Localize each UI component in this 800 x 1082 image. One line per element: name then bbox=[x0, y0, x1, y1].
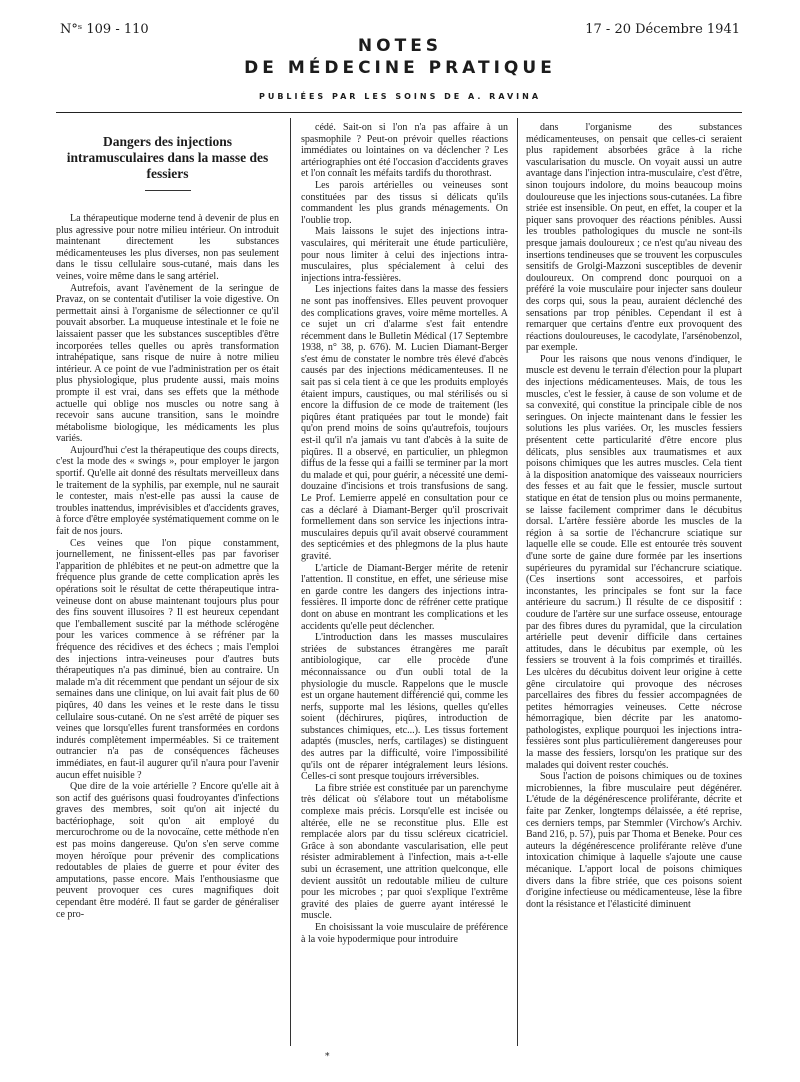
paragraph: cédé. Sait-on si l'on n'a pas affaire à un spasmophile ? Peut-on prévoir quelles réactions immédiates ou lointaines on va déclencher ? Les artériographies ont été l'occasion d'accidents graves et l'on connaît les méfaits tardifs du thorothrast. bbox=[301, 122, 508, 180]
paragraph: Mais laissons le sujet des injections intra-vasculaires, qui mériterait une étude particulière, pour nous limiter à celui des injections intra-musculaires, plus spécialement à celui des injections intra-fessières. bbox=[301, 226, 508, 284]
title-rule bbox=[145, 190, 191, 191]
column-divider-1 bbox=[290, 118, 291, 1046]
text-column-3 bbox=[526, 122, 742, 1050]
footer-mark: * bbox=[325, 1052, 330, 1062]
paragraph: La thérapeutique moderne tend à devenir de plus en plus agressive pour notre milieu intérieur. On introduit maintenant directement les substances médicamenteuses les plus diverses, non pas seulement dans le tissu cellulaire sous-cutané, mais dans les veines, voire même dans le sang artériel. bbox=[56, 213, 279, 282]
paragraph: L'introduction dans les masses musculaires striées de substances étrangères me paraît antibiologique, car elle procède d'une méconnaissance ou d'un oubli total de la physiologie du muscle. Rappelons que le muscle est un organe hautement différencié qui, comme les nerfs, supporte mal les lésions, quelles qu'elles soient (déchirures, piqûres, introduction de substances chimiques, etc...). Les tissus fortement adaptés (muscles, nerfs, cartilages) se distinguent des autres par la difficulté, voire l'impossibilité qu'ils ont de réparer intégralement leurs lésions. Celles-ci sont presque toujours irréversibles. bbox=[301, 632, 508, 783]
journal-subtitle: PUBLIÉES PAR LES SOINS DE A. RAVINA bbox=[258, 92, 542, 101]
paragraph: Aujourd'hui c'est la thérapeutique des coups directs, c'est la mode des « swings », pour employer le jargon sportif. Qu'elle ait donné des résultats merveilleux dans le traitement de la syphilis, par exemple, nul ne saurait le contester, mais n'est-elle pas aussi la cause de troubles inattendus, imprévisibles et d'accidents graves, à force d'être employée systématiquement comme on le fait de nos jours. bbox=[56, 444, 279, 538]
paragraph: Que dire de la voie artérielle ? Encore qu'elle ait à son actif des guérisons quasi foudroyantes d'infections graves des membres, soit qu'on ait injecté du bactériophage, soit qu'on ait employé du mercurochrome ou de la novocaïne, cette méthode n'en est pas moins dangereuse. Qu'on s'en serve comme moyen héroïque pour prévenir des complications redoutables de plaies de guerre et pour éviter des amputations, passe encore. Mais l'enthousiasme que peuvent provoquer ces cures magnifiques doit cependant être modéré. Il faut se garder de généraliser ce pro- bbox=[56, 781, 279, 920]
column-divider-2 bbox=[517, 118, 518, 1046]
paragraph: L'article de Diamant-Berger mérite de retenir l'attention. Il constitue, en effet, une sérieuse mise en garde contre les dangers des injections intra-fessières. Il importe donc de réfréner cette pratique dont on abuse en montrant les complications et les accidents qu'elle peut déclencher. bbox=[301, 562, 508, 632]
paragraph: Ces veines que l'on pique constamment, journellement, ne finissent-elles pas par favoriser l'apparition de phlébites et ne peut-on admettre que la fréquence plus grande de cette complication après les opérations soit le résultat de cette thérapeutique intra-veineuse dont on abuse maintenant toujours plus pour des fins souvent illusoires ? Il est heureux cependant que l'emballement suscité par la méthode sclérogène pour les varices commence à se réfréner par la fréquence des récidives et des échecs ; mais l'emploi des injections intra-veineuses pour d'autres buts thérapeutiques n'a pas diminué, bien au contraire. Un malade m'a dit récemment que pendant un séjour de six semaines dans une clinique, on lui avait fait plus de 60 piqûres, 40 dans les veines et le reste dans le tissu cellulaire sous-cutané. On ne s'est arrêté de piquer ses veines que lorsqu'elles furent transformées en cordons indurés complètement imperméables. Si ce traitement outrancier n'a pas de conséquences fâcheuses immédiates, en faut-il augurer qu'il n'aura pour l'avenir aucun effet nuisible ? bbox=[56, 537, 279, 781]
text-column-1 bbox=[56, 122, 279, 1050]
article-title: Dangers des injections intramusculaires dans la masse des fessiers bbox=[66, 134, 269, 181]
text-column-2 bbox=[301, 122, 508, 1050]
paragraph: Pour les raisons que nous venons d'indiquer, le muscle est devenu le terrain d'élection pour la plupart des injections médicamenteuses. Mais, de tous les muscles, c'est le fessier, à cause de son volume et de sa convexité, qui constitue la principale cible de nos seringues. On injecte maintenant dans le fessier les solutions les plus variées. Or, les muscles fessiers présentent cette particularité d'être encore plus délicats, plus sensibles aux traumatismes et aux poisons chimiques que les autres muscles. Cela tient à la disposition anatomique des vaisseaux nourriciers des fesses et au fait que le fessier, muscle surtout statique en état de tension plus ou moins permanente, se laisse facilement comprimer dans le décubitus dorsal. L'artère fessière aborde les muscles de la région à sa sortie de l'échancrure sciatique sur laquelle elle se coude. Elle est entourée très souvent d'une sorte de gaine dure formée par les insertions supérieures du pyramidal sur l'échancrure sciatique. (Ces insertions sont accessoires, et parfois inconstantes, les principales se font sur la face antérieure du sacrum.) Il résulte de ce dispositif : coudure de l'artère sur une surface osseuse, entourage par des fibres dures du pyramidal, que la circulation artérielle peut devenir difficile dans certaines attitudes, dans le décubitus par exemple, où les fessiers se trouvent à la fois comprimés et tiraillés. Les ulcères du décubitus doivent leur origine à cette gêne circulatoire qui provoque des nécroses parcellaires des fibres du fessier accompagnées de petites hémorragies veineuses. Cette nécrose hémorragique, bien décrite par les anatomo-pathologistes, explique pourquoi les injections intra-fessières sont plus particulièrement dangereuses pour la masse des fessiers, lorsqu'on les pratique sur des malades qui doivent rester couchés. bbox=[526, 353, 742, 771]
journal-title-line1: NOTES bbox=[357, 36, 443, 56]
paragraph: Autrefois, avant l'avènement de la seringue de Pravaz, on se contentait d'utiliser la voie digestive. On permettait ainsi à l'organisme de sélectionner ce qu'il pouvait absorber. La muqueuse intestinale et le foie ne laissaient passer que les substances susceptibles d'être incorporées telles quelles ou après transformation intrahépatique, sans risque de nuire à notre milieu intérieur. A ce point de vue l'administration per os était plus physiologique, plus prudente aussi, mais moins prompte il est vrai, dans ses effets que la méthode actuelle qui oblige nos muscles ou notre sang à recevoir sans aucune transition, sans le moindre métabolisme biologique, les médicaments les plus variés. bbox=[56, 282, 279, 445]
paragraph: Les injections faites dans la masse des fessiers ne sont pas inoffensives. Elles peuvent provoquer des complications graves, voire même mortelles. A ce sujet un cri d'alarme s'est fait entendre récemment dans le Bulletin Médical (17 Septembre 1938, n° 38, p. 676). M. Lucien Diamant-Berger s'est ému de constater le nombre très élevé d'abcès causés par des injections médicamenteuses. Il ne sait pas si cela tient à ce que les produits employés étaient impurs, caustiques, ou mal stérilisés ou si encore la diffusion de ce mode de traitement (les piqûres étant pratiquées par tout le monde) fait qu'on prend moins de soins qu'autrefois, toujours est-il qu'il n'a jamais vu tant d'abcès à la suite de piqûres. Il a observé, en particulier, un phlegmon diffus de la fesse qui a failli se terminer par la mort du malade et qui, pour guérir, a nécessité une demi-douzaine d'incisions et trois transfusions de sang. Le Prof. Lemierre appelé en consultation pour ce cas a déclaré à Diamant-Berger qu'il proscrivait formellement dans son service les injections intra-musculaires depuis qu'il avait observé couramment des septicémies et des phlegmons de la plus haute gravité. bbox=[301, 284, 508, 562]
paragraph: Les parois artérielles ou veineuses sont constituées par des tissus si délicats qu'ils commandent les plus grands ménagements. On l'oublie trop. bbox=[301, 179, 508, 226]
header-rule bbox=[56, 112, 742, 113]
paragraph: Sous l'action de poisons chimiques ou de toxines microbiennes, la fibre musculaire peut dégénérer. L'étude de la dégénérescence proliférante, décrite et faite par Zenker, longtemps délaissée, a été reprise, ces derniers temps, par Stemmler (Virchow's Archiv. Band 216, p. 57), puis par Thoma et Beneke. Pour ces auteurs la dégénérescence proliférante relève d'une intoxication chimique à laquelle s'ajoute une cause mécanique. L'apport local de poisons chimiques divers dans la fibre striée, que ces poisons soient d'origine infectieuse ou médicamenteuse, lèse la fibre dont la résistance et l'élasticité diminuent bbox=[526, 771, 742, 910]
issue-number: N°ˢ 109 - 110 bbox=[60, 22, 149, 37]
paragraph: dans l'organisme des substances médicamenteuses, on pensait que celles-ci seraient plus rapidement absorbées grâce à la riche vascularisation du muscle. On voyait aussi un autre avantage dans l'injection intra-musculaire, c'est d'être, sinon toujours indolore, du moins beaucoup moins douloureuse que les injections sous-cutanées. La fibre striée est insensible. On peut, en effet, la couper et la piquer sans provoquer des réactions pénibles. Aussi les troubles pathologiques du muscle ne sont-ils presque jamais douloureux ; ce n'est qu'au niveau des insertions tendineuses que se trouvent les corpuscules sensitifs de Grolgi-Mazzoni susceptibles de devenir douloureux. On comprend donc pourquoi on a préféré la voie musculaire pour injecter sans douleur des corps qui, sous la peau, auraient déclenché des sensations par trop pénibles. Cependant il est à remarquer que certains d'entre eux provoquent des réactions douloureuses, le cacodylate, l'arsénobenzol, par exemple. bbox=[526, 122, 742, 354]
paragraph: En choisissant la voie musculaire de préférence à la voie hypodermique pour introduire bbox=[301, 921, 508, 945]
paragraph: La fibre striée est constituée par un parenchyme très délicat où s'élabore tout un métabolisme complexe mais précis. Lorsqu'elle est incisée ou altérée, elle ne se reconstitue plus. Elle est remplacée alors par du tissu scléreux cicatriciel. Grâce à son abondante vascularisation, elle peut résister admirablement à l'infection, mais a-t-elle subi un écrasement, une attrition quelconque, elle devient aussitôt un redoutable milieu de culture pour les microbes ; par quoi s'explique l'extrême gravité des plaies de guerre ayant intéressé le muscle. bbox=[301, 782, 508, 922]
journal-title-line2: DE MÉDECINE PRATIQUE bbox=[244, 58, 556, 78]
issue-date: 17 - 20 Décembre 1941 bbox=[585, 22, 740, 37]
